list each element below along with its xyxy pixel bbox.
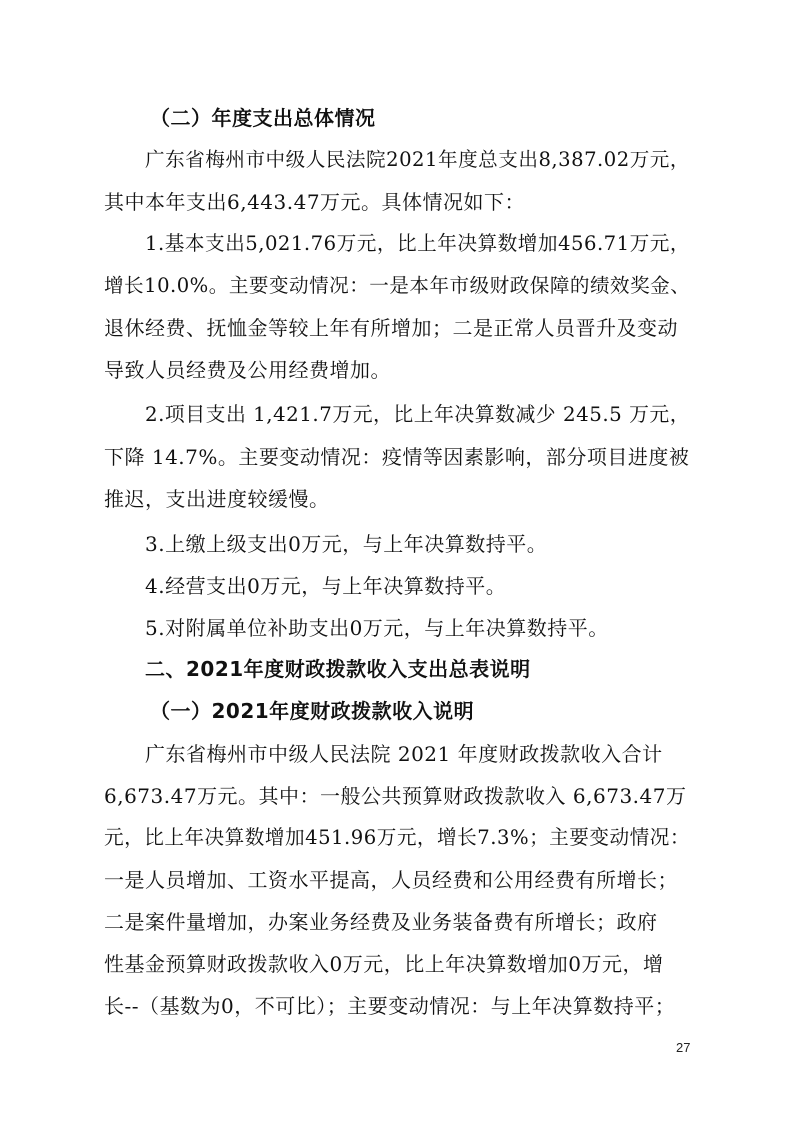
income-line-2: 6,673.47万元。其中：一般公共预算财政拨款收入 6,673.47万 (104, 784, 687, 808)
item1-line-2: 增长10.0%。主要变动情况：一是本年市级财政保障的绩效奖金、 (104, 274, 691, 297)
section2-heading: 二、2021年度财政拨款收入支出总表说明 (145, 657, 531, 681)
expense-intro-line-1: 广东省梅州市中级人民法院2021年度总支出8,387.02万元， (145, 148, 690, 171)
expense-intro-line-2: 其中本年支出6,443.47万元。具体情况如下： (104, 190, 526, 214)
item4-line: 4.经营支出0万元，与上年决算数持平。 (145, 574, 507, 598)
item1-line-3: 退休经费、抚恤金等较上年有所增加；二是正常人员晋升及变动 (104, 316, 678, 340)
item2-line-2: 下降 14.7%。主要变动情况：疫情等因素影响，部分项目进度被 (104, 445, 690, 469)
item2-line-1: 2.项目支出 1,421.7万元，比上年决算数减少 245.5 万元， (145, 403, 691, 426)
income-line-7: 长--（基数为0，不可比）；主要变动情况：与上年决算数持平； (104, 994, 676, 1018)
page-number: 27 (676, 1040, 691, 1055)
income-line-6: 性基金预算财政拨款收入0万元，比上年决算数增加0万元，增 (104, 952, 664, 976)
income-line-1: 广东省梅州市中级人民法院 2021 年度财政拨款收入合计 (145, 742, 663, 766)
subsection-income-heading: （一）2021年度财政拨款收入说明 (150, 699, 475, 723)
income-line-5: 二是案件量增加，办案业务经费及业务装备费有所增长；政府 (104, 910, 658, 934)
item2-line-3: 推迟，支出进度较缓慢。 (104, 487, 330, 511)
item3-line: 3.上缴上级支出0万元，与上年决算数持平。 (145, 532, 548, 556)
section-expense-heading: （二）年度支出总体情况 (150, 106, 376, 130)
income-line-4: 一是人员增加、工资水平提高，人员经费和公用经费有所增长； (104, 868, 678, 892)
item5-line: 5.对附属单位补助支出0万元，与上年决算数持平。 (145, 616, 609, 640)
item1-line-1: 1.基本支出5,021.76万元，比上年决算数增加456.71万元， (145, 232, 691, 255)
income-line-3: 元，比上年决算数增加451.96万元，增长7.3%；主要变动情况： (104, 826, 690, 849)
item1-line-4: 导致人员经费及公用经费增加。 (104, 358, 391, 382)
